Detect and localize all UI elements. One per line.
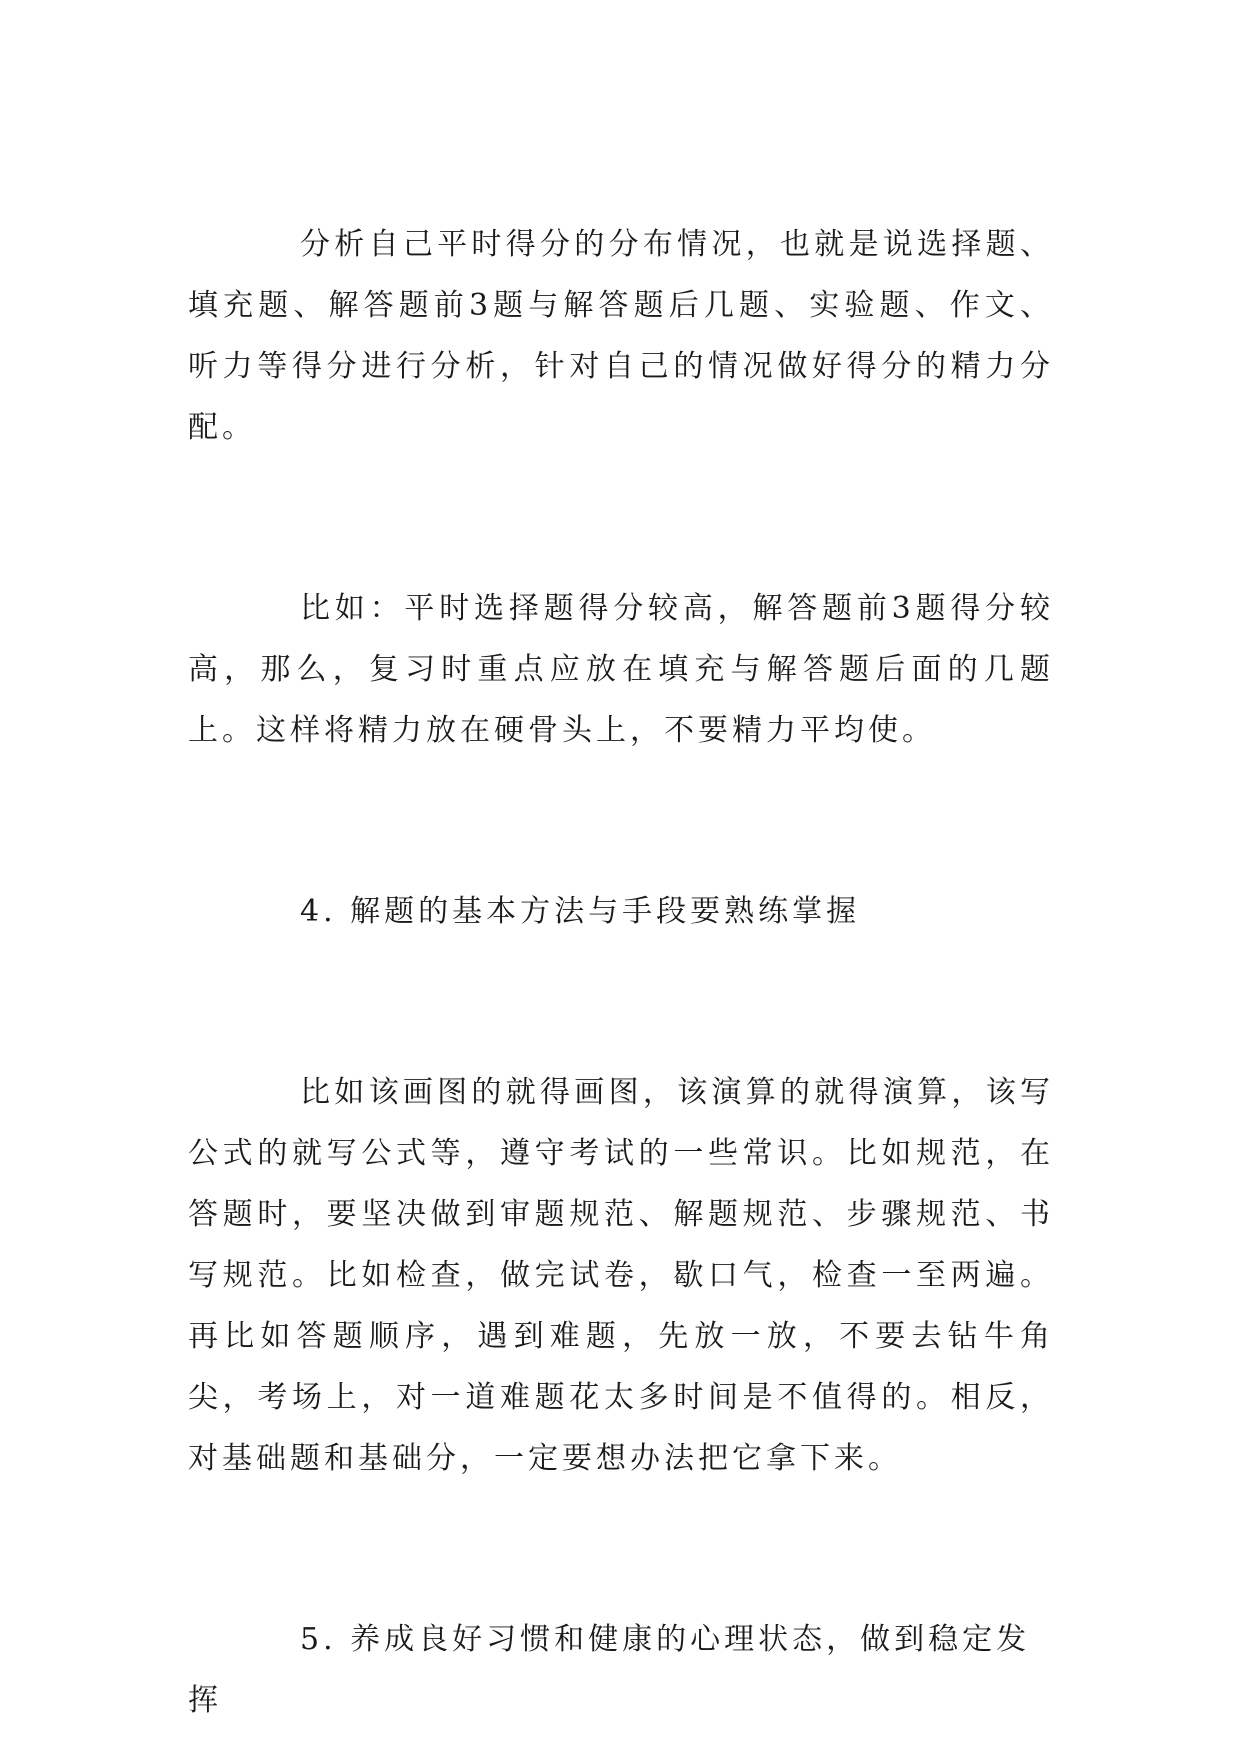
paragraph-exam-methods: 比如该画图的就得画图，该演算的就得演算，该写公式的就写公式等，遵守考试的一些常识。比如规范，在答题时，要坚决做到审题规范、解题规范、步骤规范、书写规范。比如检查，做完试卷，歇口气，检查一至两遍。再比如答题顺序，遇到难题，先放一放，不要去钻牛角尖，考场上，对一道难题花太多时间是不值得的。相反，对基础题和基础分，一定要想办法把它拿下来。	[188, 1075, 1054, 1476]
paragraph-example-focus: 比如：平时选择题得分较高，解答题前3题得分较高，那么，复习时重点应放在填充与解答题后面的几题上。这样将精力放在硬骨头上，不要精力平均使。	[188, 591, 1054, 748]
document-body	[188, 214, 1054, 1731]
section-heading-4: 4. 解题的基本方法与手段要熟练掌握	[300, 894, 861, 929]
section-heading-5: 5. 养成良好习惯和健康的心理状态，做到稳定发挥	[188, 1622, 1031, 1718]
paragraph-score-analysis: 分析自己平时得分的分布情况，也就是说选择题、填充题、解答题前3题与解答题后几题、实验题、作文、听力等得分进行分析，针对自己的情况做好得分的精力分配。	[188, 227, 1054, 445]
